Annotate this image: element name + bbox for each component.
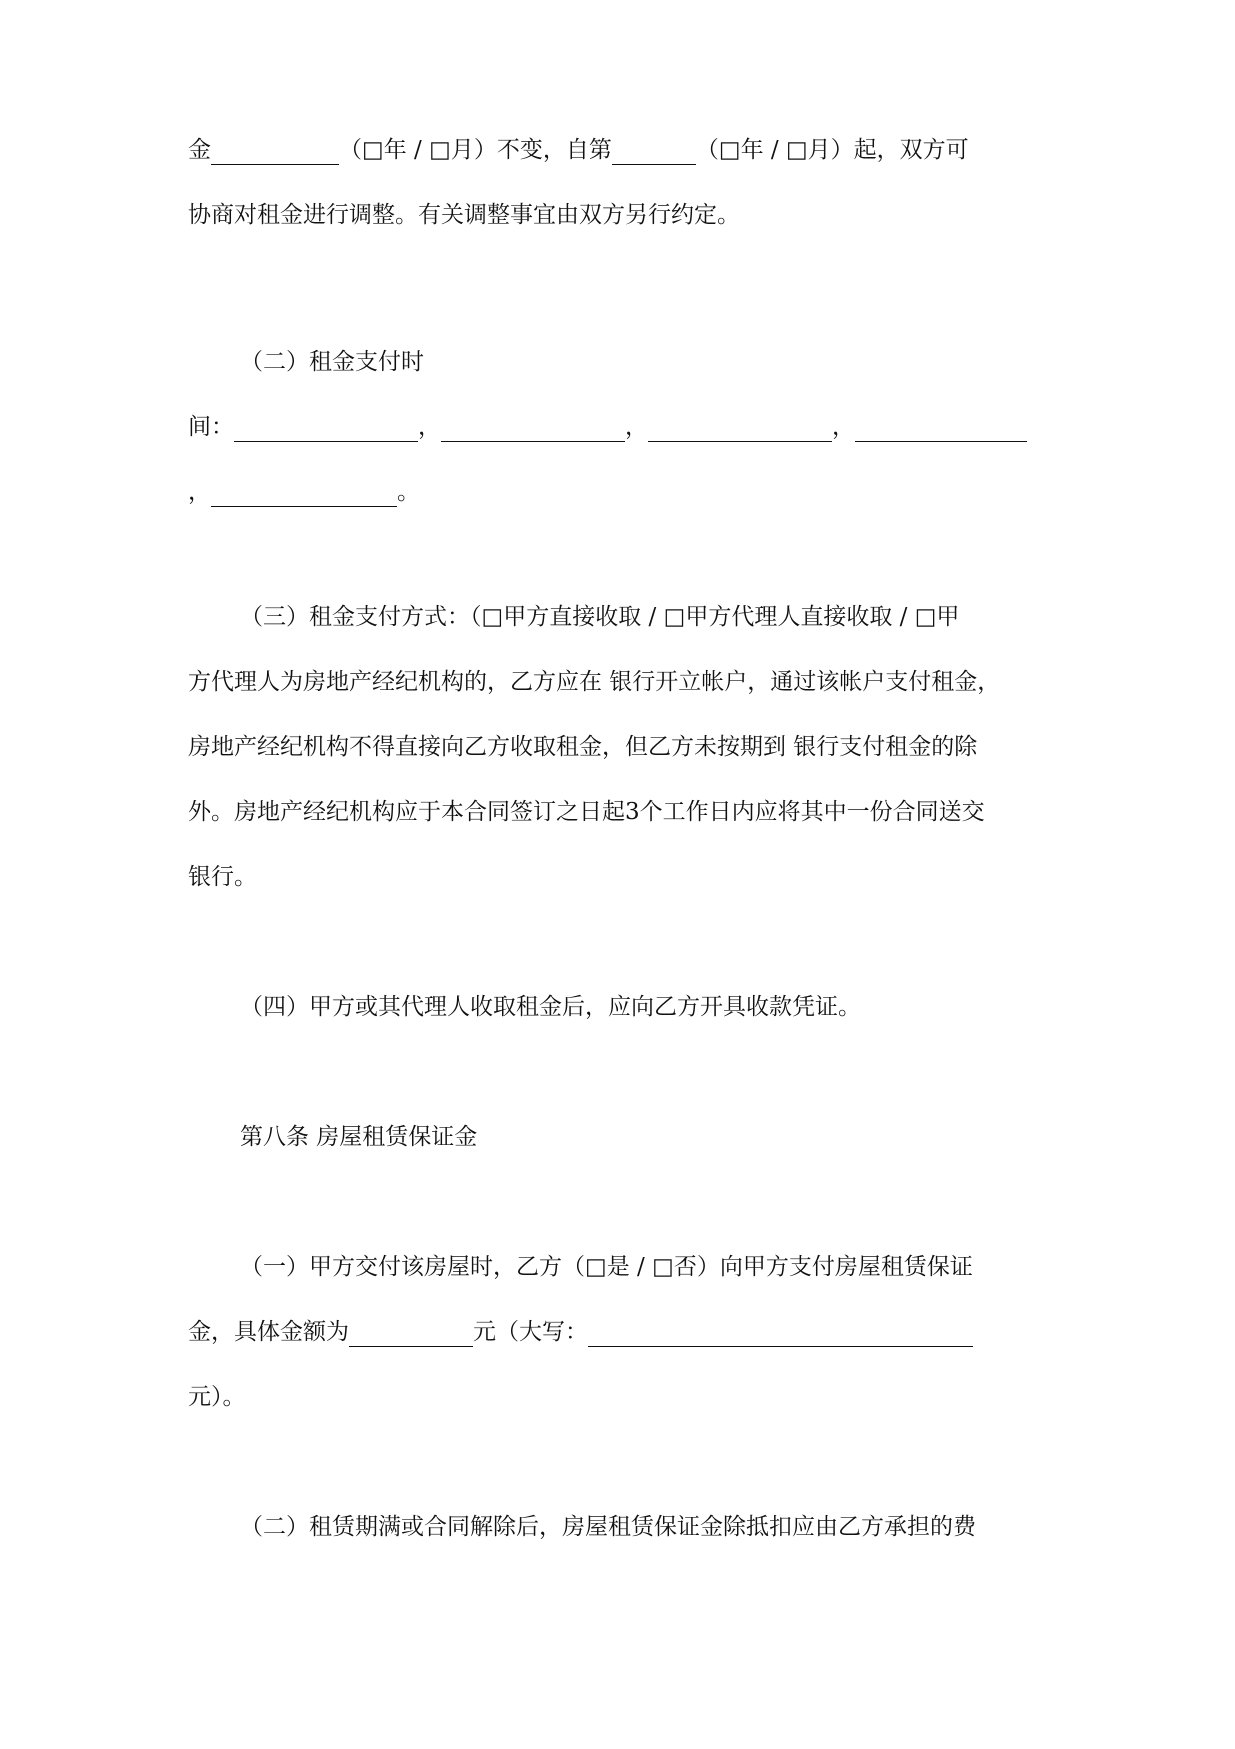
deposit-amount-blank[interactable] <box>349 1320 473 1347</box>
rent-adjust-start-blank[interactable] <box>612 138 696 165</box>
article-8-title: 第八条 房屋租赁保证金 <box>240 1124 478 1150</box>
payment-time-label: 间： <box>188 414 234 440</box>
payment-method-line-5: 银行。 <box>188 864 257 890</box>
payment-time-comma-4: ， <box>188 479 211 505</box>
receipt-paragraph: （四）甲方或其代理人收取租金后，应向乙方开具收款凭证。 <box>240 994 861 1020</box>
rent-fixed-line-2: 协商对租金进行调整。有关调整事宜由双方另行约定。 <box>188 202 740 228</box>
rent-fixed-text-a: 金 <box>188 137 211 163</box>
payment-time-blank-1[interactable] <box>234 415 418 442</box>
payment-time-line-2 <box>188 477 420 507</box>
payment-time-blank-2[interactable] <box>441 415 625 442</box>
payment-method-line-3: 房地产经纪机构不得直接向乙方收取租金，但乙方未按期到 银行支付租金的除 <box>188 734 978 760</box>
deposit-line-3: 元）。 <box>188 1384 246 1410</box>
rent-fixed-text-c: （□年 / □月）起，双方可 <box>695 137 969 163</box>
deposit-refund-line-1: （二）租赁期满或合同解除后，房屋租赁保证金除抵扣应由乙方承担的费 <box>240 1514 976 1540</box>
deposit-text-b: 元（大写： <box>473 1319 588 1345</box>
rent-fixed-text-b: （□年 / □月）不变，自第 <box>339 137 612 163</box>
rent-amount-blank[interactable] <box>211 138 339 165</box>
payment-time-blank-4[interactable] <box>855 415 1027 442</box>
deposit-amount-words-blank[interactable] <box>588 1320 973 1347</box>
payment-method-line-4: 外。房地产经纪机构应于本合同签订之日起3个工作日内应将其中一份合同送交 <box>188 799 985 825</box>
payment-time-line-1 <box>188 412 1027 442</box>
payment-time-blank-5[interactable] <box>211 480 397 507</box>
deposit-line-2 <box>188 1317 973 1347</box>
payment-time-comma-2: ， <box>625 414 648 440</box>
payment-time-heading: （二）租金支付时 <box>240 349 424 375</box>
payment-time-comma-1: ， <box>418 414 441 440</box>
deposit-line-1: （一）甲方交付该房屋时，乙方（□是 / □否）向甲方支付房屋租赁保证 <box>240 1254 973 1280</box>
deposit-text-a: 金，具体金额为 <box>188 1319 349 1345</box>
rent-fixed-line-1 <box>188 135 969 165</box>
payment-method-line-1: （三）租金支付方式：（□甲方直接收取 / □甲方代理人直接收取 / □甲 <box>240 604 960 630</box>
payment-time-period: 。 <box>397 479 420 505</box>
payment-time-comma-3: ， <box>832 414 855 440</box>
payment-method-line-2: 方代理人为房地产经纪机构的，乙方应在 银行开立帐户，通过该帐户支付租金， <box>188 669 1001 695</box>
payment-time-blank-3[interactable] <box>648 415 832 442</box>
